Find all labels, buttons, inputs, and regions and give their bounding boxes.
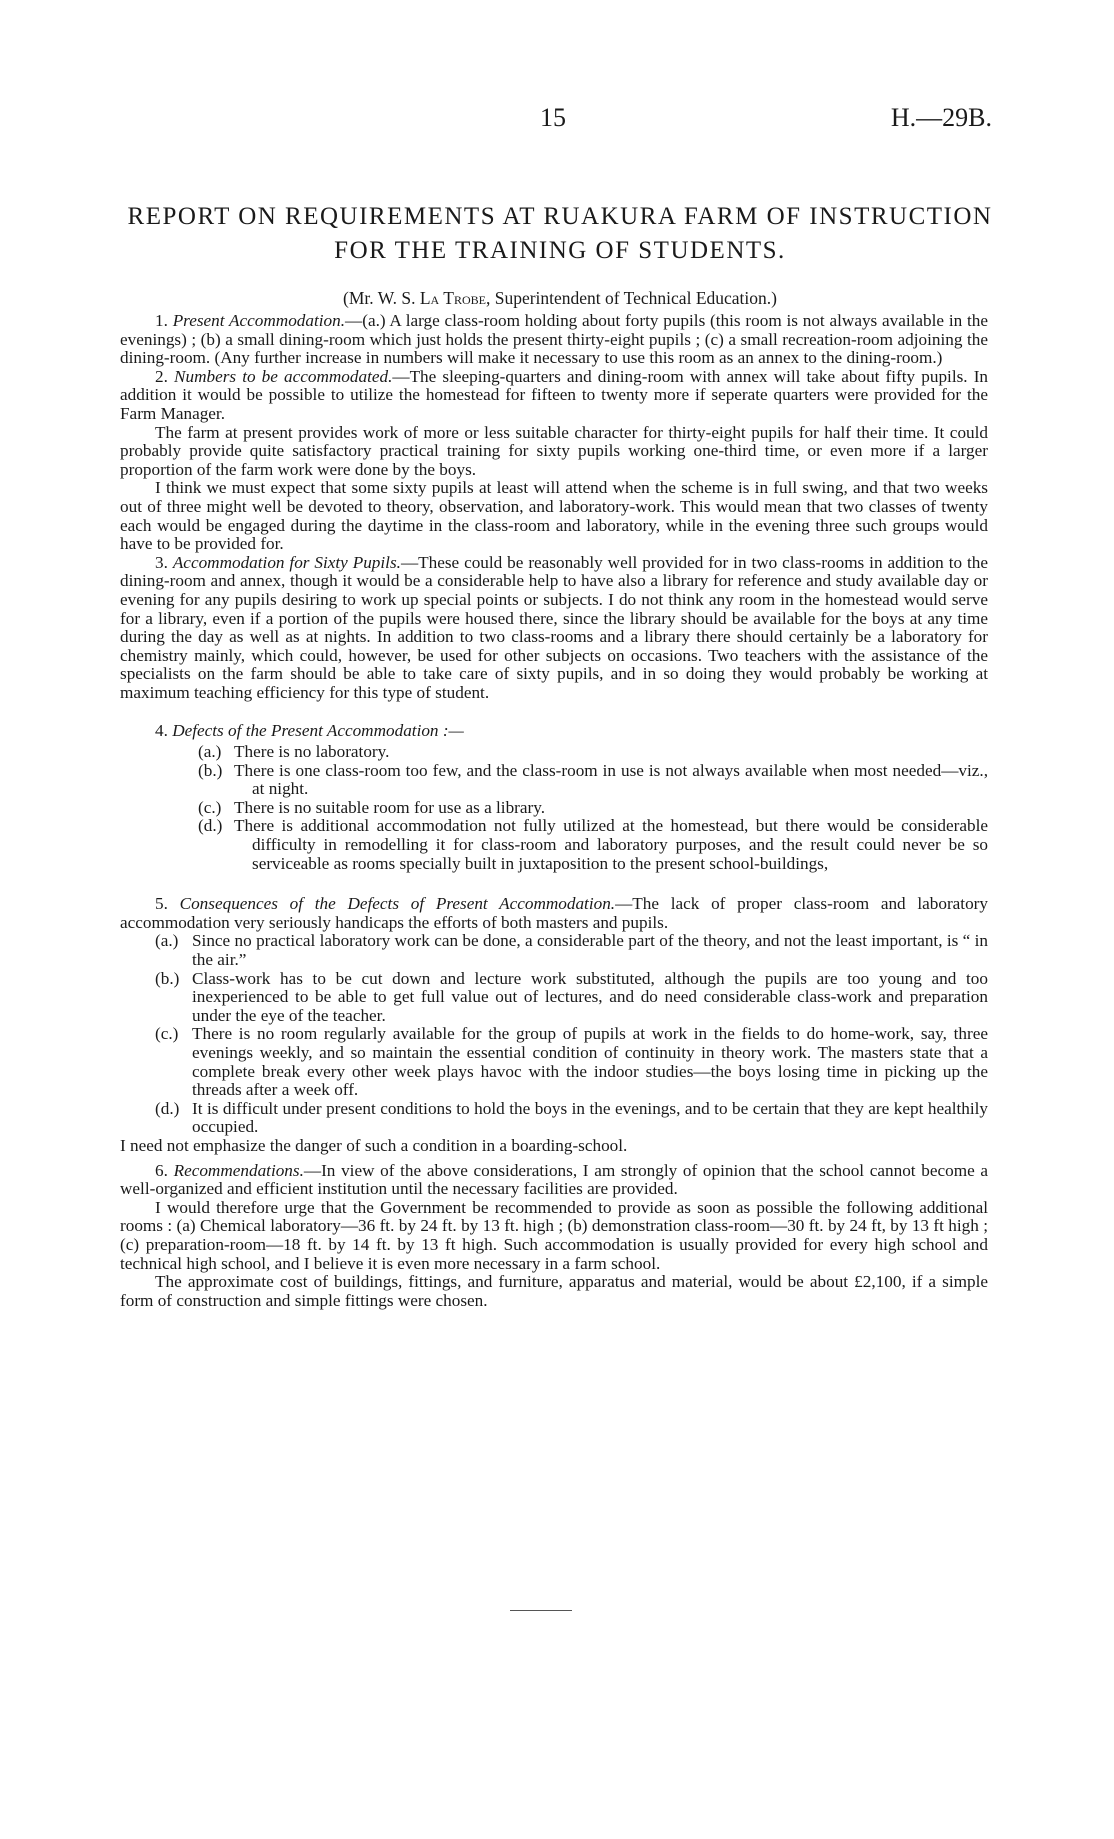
section-5 (120, 895, 988, 932)
section-heading: Present Accommodation. (172, 311, 346, 330)
item-label: (a.) (198, 742, 222, 762)
document-reference: H.—29B. (890, 103, 992, 132)
list-item (198, 817, 988, 873)
item-text: There is no suitable room for use as a library. (234, 797, 546, 817)
report-body (120, 312, 988, 1310)
item-text: There is no laboratory. (234, 742, 390, 762)
section-4 (120, 722, 988, 741)
item-text: It is difficult under present conditions to hold the boys in the evenings, and to be certain that they are kept healthily occupied. (192, 1098, 988, 1137)
paragraph: I would therefore urge that the Government be recommended to provide as soon as possible the following additional rooms : (a) Chemical laboratory—36 ft. by 24 ft. by 13 ft. high ; (b) demonstration class-room—30 ft. by 24 ft, by 13 ft high ; (c) preparation-room—18 ft. by 14 ft. by 13 ft high. Such accommodation is usually provided for every high school and technical high school, and I believe it is even more necessary in a farm school. (120, 1197, 988, 1273)
item-label: (c.) (198, 797, 222, 817)
list-item (134, 1025, 988, 1099)
item-text: There is no room regularly available for the group of pupils at work in the fields to do home-work, say, three evenings weekly, and so maintain the essential condition of continuity in theory work. The masters state that a complete break every other week plays havoc with the indoor studies—the boys losing time in picking up the threads after a week off. (192, 1024, 988, 1100)
section-3 (120, 554, 988, 703)
consequences-list (155, 932, 988, 1137)
section-number: 6. (155, 1160, 174, 1180)
section-2 (120, 368, 988, 424)
title-line-1: REPORT ON REQUIREMENTS AT RUAKURA FARM OF INSTRUCTION (127, 203, 993, 230)
item-label: (d.) (198, 816, 223, 836)
item-text: Class-work has to be cut down and lecture work substituted, although the pupils are too young and too inexperienced to be able to get full value out of lectures, and do need considerable class-work and preparation under the eye of the teacher. (192, 968, 988, 1025)
list-item (198, 762, 988, 799)
byline-post: , Superintendent of Technical Education.) (485, 288, 777, 308)
section-heading: Numbers to be accommodated. (174, 366, 393, 386)
item-text: Since no practical laboratory work can be done, a considerable part of the theory, and not the least important, is “ in the air.” (192, 931, 988, 969)
item-text: There is one class-room too few, and the class-room in use is not always available when most needed—viz., at night. (234, 760, 988, 799)
defects-list (198, 743, 988, 873)
item-label: (c.) (155, 1024, 179, 1044)
byline-pre: (Mr. W. S. (343, 288, 420, 308)
section-6 (120, 1162, 988, 1199)
item-text: There is additional accommodation not fully utilized at the homestead, but there would be considerable difficulty in remodelling it for class-room and laboratory purposes, and the result could never be so serviceable as rooms specially built in juxtaposition to the present school-buildings, (234, 816, 988, 873)
paragraph: I think we must expect that some sixty pupils at least will attend when the scheme is in full swing, and that two weeks out of three might well be devoted to theory, observation, and laboratory-work. This would mean that two classes of twenty each would be engaged during the daytime in the class-room and laboratory, while in the evening three such groups would have to be provided for. (120, 478, 988, 554)
section-heading: Accommodation for Sixty Pupils. (172, 552, 401, 572)
section-heading: Recommendations. (173, 1160, 304, 1180)
paragraph: The farm at present provides work of more or less suitable character for thirty-eight pupils for half their time. It could probably provide quite satisfactory practical training for sixty pupils working one-third time, or even more if a larger proportion of the farm work were done by the boys. (120, 422, 988, 479)
section-number: 5. (155, 894, 180, 914)
section-heading: Defects of the Present Accommodation :— (172, 721, 464, 741)
section-number: 4. (155, 721, 173, 741)
section-number: 2. (155, 366, 175, 386)
byline-author: La Trobe (419, 288, 486, 308)
section-text: —These could be reasonably well provided for in two class-rooms in addition to the dining-room and annex, though it would be a considerable help to have also a library for reference and study available day or evening for any pupils desiring to work up special points or subjects. I do not think any room in the homestead would serve for a library, even if a portion of the pupils were housed there, since the library should be available for the boys at any time during the day as well as at nights. In addition to two class-rooms and a library there should certainly be a laboratory for chemistry mainly, which could, however, be used for other subjects on occasions. Two teachers with the assistance of the specialists on the farm should be able to take care of sixty pupils, and in so doing they would probably be working at maximum teaching efficiency for this type of student. (120, 552, 988, 702)
closing-sentence: I need not emphasize the danger of such a condition in a boarding-school. (120, 1135, 628, 1155)
section-text: —In view of the above considerations, I am strongly of opinion that the school cannot become a well-organized and efficient institution until the necessary facilities are provided. (120, 1160, 988, 1199)
list-item (134, 970, 988, 1026)
item-label: (d.) (155, 1098, 180, 1118)
section-heading: Consequences of the Defects of Present Accommodation. (179, 894, 616, 914)
list-item (198, 743, 988, 762)
list-item (134, 932, 988, 969)
section-text: —The lack of proper class-room and laboratory accommodation very seriously handicaps the efforts of both masters and pupils. (120, 894, 988, 932)
title-line-2: FOR THE TRAINING OF STUDENTS. (334, 237, 786, 264)
item-label: (b.) (198, 760, 223, 780)
report-title (120, 200, 1000, 268)
section-text: —The sleeping-quarters and dining-room with annex will take about fifty pupils. In addition it would be possible to utilize the homestead for fifteen to twenty more if seperate quarters were provided for the Farm Manager. (120, 366, 989, 423)
page-number: 15 (540, 103, 566, 132)
byline (120, 288, 1000, 309)
item-label: (a.) (155, 931, 179, 951)
paragraph: The approximate cost of buildings, fittings, and furniture, apparatus and material, would be about £2,100, if a simple form of construction and simple fittings were chosen. (120, 1272, 988, 1310)
closing-rule (510, 1610, 572, 1611)
section-number: 3. (155, 552, 173, 572)
list-item (134, 1100, 988, 1137)
section-text: —(a.) A large class-room holding about forty pupils (this room is not always available in the evenings) ; (b) a small dining-room which just holds the present thirty-eight pupils ; (c) a small recreation-room adjoining the dining-room. (Any further increase in numbers will make it necessary to use this room as an annex to the dining-room.) (120, 311, 989, 368)
item-label: (b.) (155, 968, 180, 988)
list-item (198, 799, 988, 818)
section-1 (120, 312, 988, 368)
section-number: 1. (155, 311, 173, 330)
